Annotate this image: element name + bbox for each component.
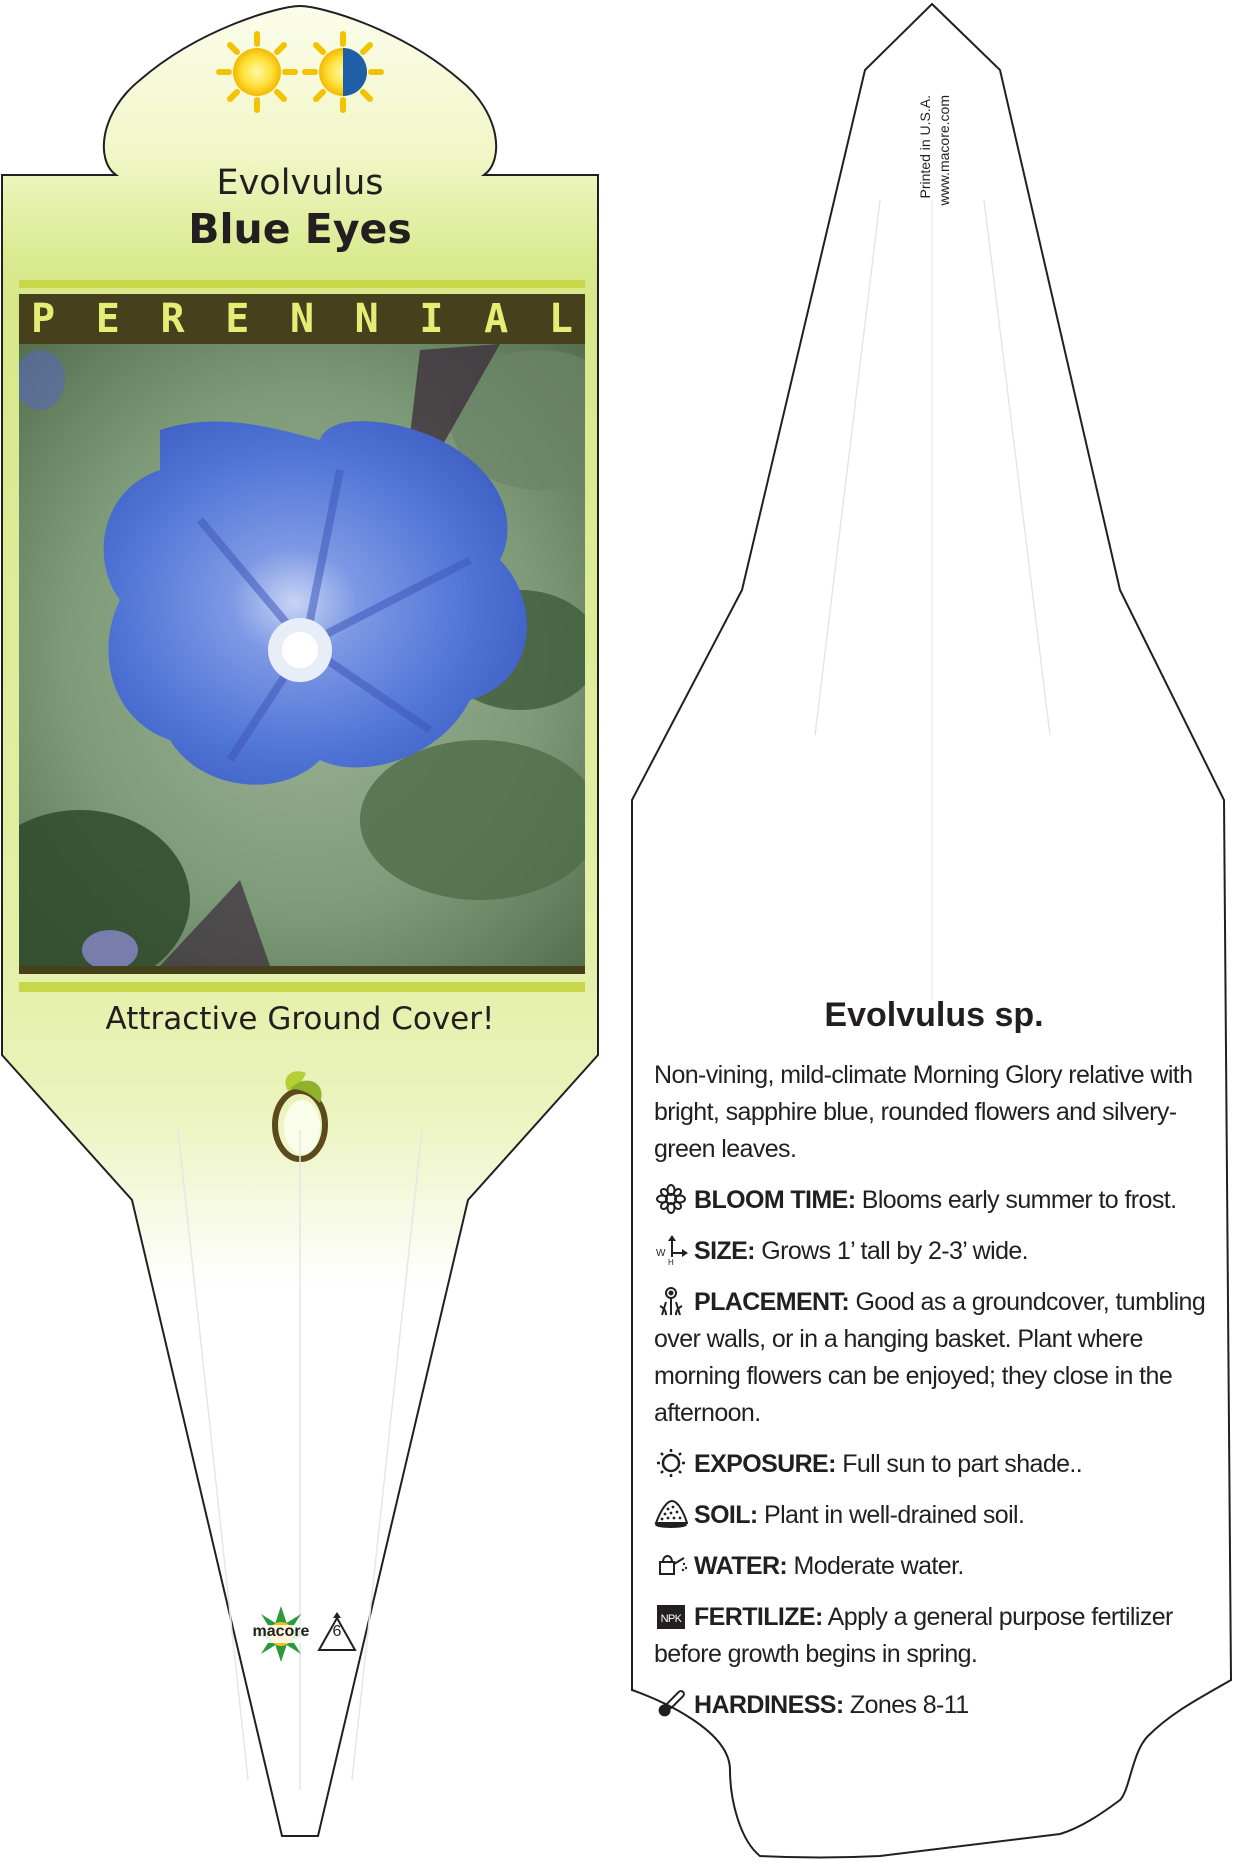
category-letter: I: [419, 296, 444, 342]
exposure-text: Full sun to part shade..: [835, 1450, 1083, 1478]
part-shade-icon: [305, 34, 381, 110]
size-text: Grows 1’ tall by 2-3’ wide.: [754, 1237, 1029, 1265]
section-placement: [654, 1284, 1214, 1432]
water-label: WATER:: [694, 1552, 788, 1580]
species-title: Evolvulus sp.: [824, 996, 1044, 1034]
water-text: Moderate water.: [787, 1552, 964, 1580]
recycle-code: 6: [332, 1623, 342, 1640]
care-info: [654, 1057, 1214, 1738]
flower-photo: [0, 344, 630, 990]
section-soil: [654, 1497, 1214, 1534]
section-water: [654, 1548, 1214, 1585]
category-letter: A: [484, 296, 509, 342]
section-exposure: [654, 1446, 1214, 1483]
bloom-time-text: Blooms early summer to frost.: [855, 1186, 1177, 1214]
category-letter: N: [289, 296, 315, 342]
soil-label: SOIL:: [694, 1501, 758, 1529]
description: Non-vining, mild-climate Morning Glory relative with bright, sapphire blue, rounded flowers and silvery-green leaves.: [654, 1061, 1193, 1163]
website: www.macore.com: [936, 95, 952, 206]
section-size: [654, 1233, 1214, 1270]
section-bloom-time: [654, 1182, 1214, 1219]
category-letter: R: [160, 296, 185, 342]
tagline: Attractive Ground Cover!: [105, 1001, 495, 1037]
hardiness-text: Zones 8-11: [843, 1691, 969, 1719]
exposure-label: EXPOSURE:: [694, 1450, 836, 1478]
soil-text: Plant in well-drained soil.: [757, 1501, 1025, 1529]
category-letter: P: [31, 296, 56, 342]
section-hardiness: [654, 1687, 1214, 1724]
watering-can-icon: [654, 1550, 688, 1580]
sun-outline-icon: [654, 1448, 688, 1478]
fertilize-label: FERTILIZE:: [694, 1603, 823, 1631]
printer-credit: [916, 95, 960, 245]
flower-icon: [654, 1184, 688, 1214]
placement-label: PLACEMENT:: [694, 1288, 850, 1316]
placement-text: Good as a groundcover, tumbling over walls, or in a hanging basket. Plant where morning flowers can be enjoyed; they close in the afternoon.: [654, 1288, 1206, 1427]
npk-bag-icon: [654, 1601, 688, 1631]
npk-label: NPK: [660, 1613, 682, 1625]
category-letter: L: [548, 296, 573, 342]
size-w-letter: W: [656, 1248, 665, 1259]
thermometer-icon: [654, 1689, 688, 1719]
category-letter: N: [354, 296, 379, 342]
hardiness-label: HARDINESS:: [694, 1691, 844, 1719]
plants-icon: [654, 1286, 688, 1316]
fertilize-text: Apply a general purpose fertilizer before growth begins in spring.: [654, 1603, 1173, 1668]
plant-variety: Blue Eyes: [188, 205, 412, 253]
printed-in: Printed in U.S.A.: [917, 95, 933, 199]
size-label: SIZE:: [694, 1237, 755, 1265]
plant-genus: Evolvulus: [216, 163, 384, 203]
size-h-letter: H: [668, 1258, 674, 1265]
section-fertilize: [654, 1599, 1214, 1673]
brand-name: macore: [252, 1623, 310, 1640]
category-band: [19, 296, 585, 342]
size-arrows-icon: [654, 1235, 688, 1265]
bloom-time-label: BLOOM TIME:: [694, 1186, 856, 1214]
category-letter: E: [225, 296, 250, 342]
soil-pile-icon: [654, 1499, 688, 1529]
full-sun-icon: [219, 34, 295, 110]
category-letter: E: [95, 296, 120, 342]
